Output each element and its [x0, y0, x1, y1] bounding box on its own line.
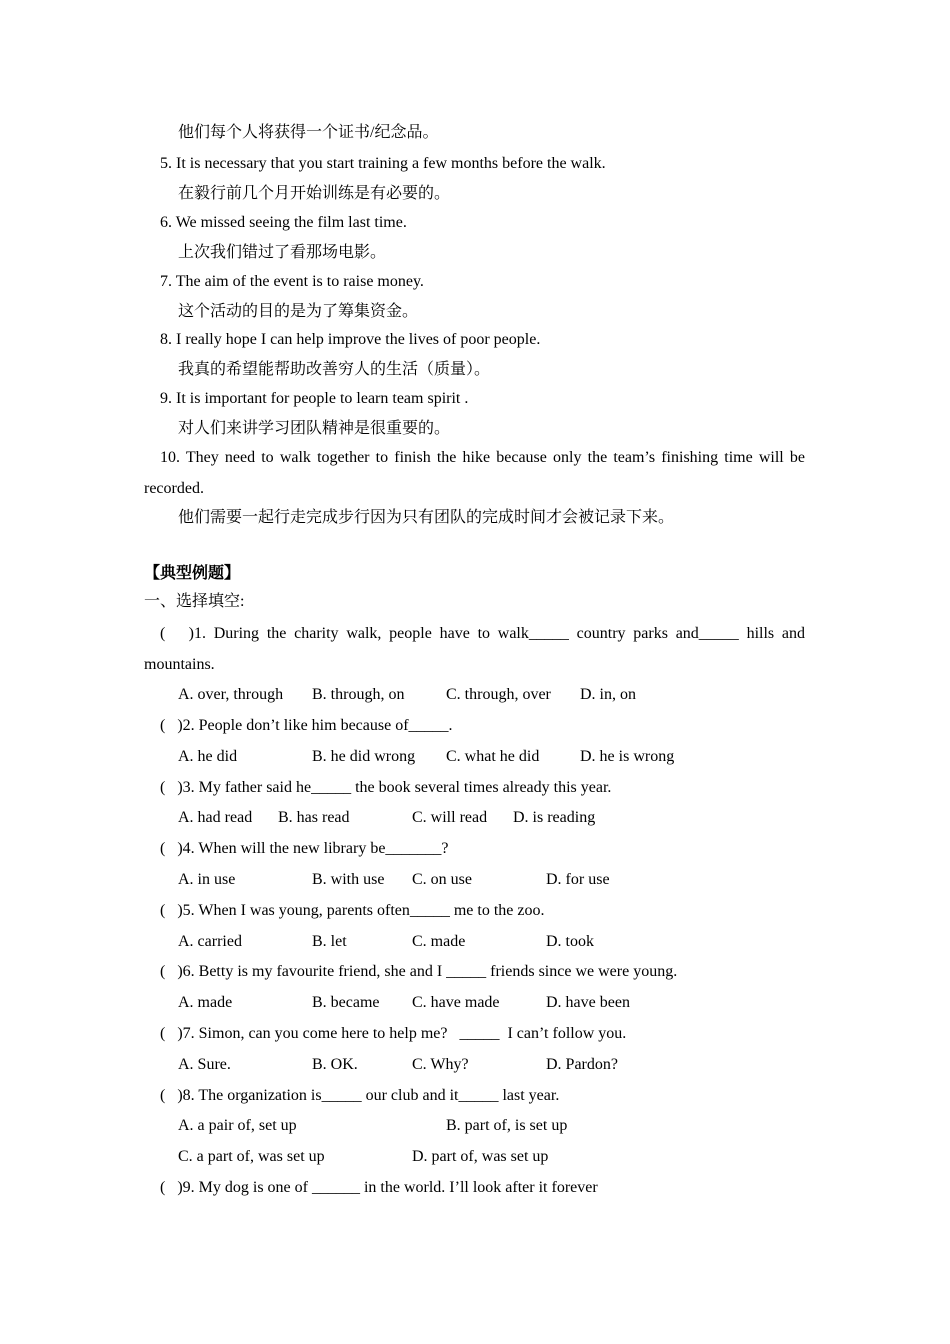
- question-9-stem: ( )9. My dog is one of ______ in the world. I’ll look after it forever: [160, 1179, 598, 1196]
- q1-option-b: B. through, on: [312, 686, 405, 703]
- q7-option-a: A. Sure.: [178, 1056, 231, 1073]
- item-10-translation: 他们需要一起行走完成步行因为只有团队的完成时间才会被记录下来。: [178, 509, 675, 526]
- item-8-sentence: 8. I really hope I can help improve the lives of poor people.: [160, 331, 541, 348]
- q2-option-d: D. he is wrong: [580, 748, 675, 765]
- q7-option-d: D. Pardon?: [546, 1056, 618, 1073]
- q7-option-b: B. OK.: [312, 1056, 358, 1073]
- q8-option-a: A. a pair of, set up: [178, 1117, 297, 1134]
- item-9-translation: 对人们来讲学习团队精神是很重要的。: [178, 420, 451, 437]
- item-6-sentence: 6. We missed seeing the film last time.: [160, 214, 407, 231]
- question-1-stem-line1: ( )1. During the charity walk, people have to walk_____ country parks and_____ hills and: [160, 625, 805, 642]
- item-10-sentence-line1: 10. They need to walk together to finish the hike because only the team’s finishing time will be: [160, 449, 805, 466]
- question-3-stem: ( )3. My father said he_____ the book several times already this year.: [160, 779, 612, 796]
- q1-option-a: A. over, through: [178, 686, 284, 703]
- item-10-sentence-line2: recorded.: [144, 480, 204, 497]
- q5-option-b: B. let: [312, 933, 347, 950]
- examples-heading: 【典型例题】: [144, 565, 241, 582]
- q3-option-b: B. has read: [278, 809, 350, 826]
- q6-option-c: C. have made: [412, 994, 500, 1011]
- q1-option-d: D. in, on: [580, 686, 636, 703]
- item-8-translation: 我真的希望能帮助改善穷人的生活（质量）。: [178, 361, 491, 378]
- q4-option-b: B. with use: [312, 871, 385, 888]
- q2-option-b: B. he did wrong: [312, 748, 416, 765]
- question-7-stem: ( )7. Simon, can you come here to help me? _____ I can’t follow you.: [160, 1025, 627, 1042]
- q4-option-c: C. on use: [412, 871, 472, 888]
- q7-option-c: C. Why?: [412, 1056, 469, 1073]
- question-8-stem: ( )8. The organization is_____ our club and it_____ last year.: [160, 1087, 560, 1104]
- item-7-translation: 这个活动的目的是为了筹集资金。: [178, 303, 419, 320]
- item-6-translation: 上次我们错过了看那场电影。: [178, 244, 387, 261]
- q4-option-a: A. in use: [178, 871, 236, 888]
- question-5-stem: ( )5. When I was young, parents often_____ me to the zoo.: [160, 902, 545, 919]
- item-5-sentence: 5. It is necessary that you start training a few months before the walk.: [160, 155, 606, 172]
- q8-option-d: D. part of, was set up: [412, 1148, 549, 1165]
- q2-option-c: C. what he did: [446, 748, 540, 765]
- q6-option-a: A. made: [178, 994, 233, 1011]
- q3-option-a: A. had read: [178, 809, 253, 826]
- q5-option-c: C. made: [412, 933, 466, 950]
- item-4-translation: 他们每个人将获得一个证书/纪念品。: [178, 124, 439, 141]
- section-title: 一、选择填空:: [144, 593, 245, 610]
- q5-option-d: D. took: [546, 933, 594, 950]
- q3-option-d: D. is reading: [513, 809, 596, 826]
- question-2-stem: ( )2. People don’t like him because of_____.: [160, 717, 453, 734]
- q6-option-d: D. have been: [546, 994, 630, 1011]
- question-4-stem: ( )4. When will the new library be_______?: [160, 840, 449, 857]
- item-5-translation: 在毅行前几个月开始训练是有必要的。: [178, 185, 451, 202]
- question-1-stem-line2: mountains.: [144, 656, 215, 673]
- item-9-sentence: 9. It is important for people to learn team spirit .: [160, 390, 469, 407]
- q6-option-b: B. became: [312, 994, 380, 1011]
- q1-option-c: C. through, over: [446, 686, 551, 703]
- q5-option-a: A. carried: [178, 933, 242, 950]
- q4-option-d: D. for use: [546, 871, 610, 888]
- q8-option-b: B. part of, is set up: [446, 1117, 568, 1134]
- item-7-sentence: 7. The aim of the event is to raise money.: [160, 273, 424, 290]
- q3-option-c: C. will read: [412, 809, 488, 826]
- question-6-stem: ( )6. Betty is my favourite friend, she and I _____ friends since we were young.: [160, 963, 678, 980]
- q8-option-c: C. a part of, was set up: [178, 1148, 325, 1165]
- q2-option-a: A. he did: [178, 748, 238, 765]
